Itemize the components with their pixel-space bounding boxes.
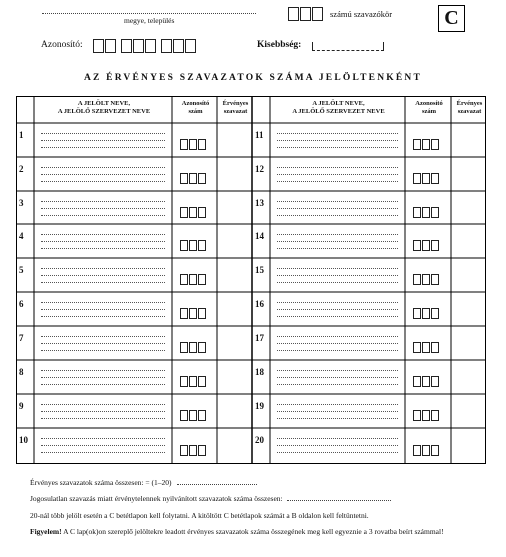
candidate-id-boxes[interactable] — [180, 203, 207, 221]
candidate-id-boxes[interactable] — [413, 406, 440, 424]
name-dotted-line[interactable] — [277, 438, 398, 439]
candidate-id-boxes[interactable] — [180, 304, 207, 322]
valid-votes-cell[interactable] — [219, 159, 252, 191]
name-dotted-line[interactable] — [277, 302, 398, 303]
name-dotted-line[interactable] — [41, 404, 165, 405]
row-number: 12 — [255, 164, 264, 174]
name-dotted-line[interactable] — [277, 370, 398, 371]
col-header-id-right: Azonosító szám — [415, 100, 443, 115]
name-dotted-line[interactable] — [277, 309, 398, 310]
name-dotted-line[interactable] — [277, 181, 398, 182]
settlement-dotted-line[interactable] — [42, 9, 256, 14]
valid-votes-cell[interactable] — [219, 294, 252, 326]
row-number: 1 — [19, 130, 24, 140]
id-label: Azonosító: — [41, 40, 83, 50]
name-dotted-line[interactable] — [277, 140, 398, 141]
continue-note: 20-nál több jelölt esetén a C betétlapon kell folytatni. A kitöltött C betétlapok számát a B oldalon kell feltüntetni. — [30, 511, 369, 520]
name-dotted-line[interactable] — [277, 215, 398, 216]
name-dotted-line[interactable] — [277, 174, 398, 175]
name-dotted-line[interactable] — [41, 181, 165, 182]
name-dotted-line[interactable] — [41, 452, 165, 453]
name-dotted-line[interactable] — [41, 302, 165, 303]
row-number: 11 — [255, 130, 264, 140]
candidate-id-boxes[interactable] — [413, 270, 440, 288]
candidate-id-boxes[interactable] — [413, 169, 440, 187]
candidate-id-boxes[interactable] — [180, 270, 207, 288]
valid-votes-cell[interactable] — [219, 430, 252, 464]
name-dotted-line[interactable] — [41, 167, 165, 168]
candidate-id-boxes[interactable] — [413, 441, 440, 459]
row-number: 13 — [255, 198, 264, 208]
valid-votes-cell[interactable] — [219, 328, 252, 360]
row-number: 18 — [255, 367, 264, 377]
name-dotted-line[interactable] — [277, 268, 398, 269]
col-header-id-left: Azonosító szám — [181, 100, 210, 115]
name-dotted-line[interactable] — [277, 377, 398, 378]
row-number: 16 — [255, 299, 264, 309]
row-number: 6 — [19, 299, 24, 309]
name-dotted-line[interactable] — [277, 384, 398, 385]
col-header-name-right: A JELÖLT NEVE, A JELÖLŐ SZERVEZET NEVE — [292, 100, 385, 115]
row-number: 3 — [19, 198, 24, 208]
name-dotted-line[interactable] — [277, 445, 398, 446]
name-dotted-line[interactable] — [277, 404, 398, 405]
name-dotted-line[interactable] — [41, 147, 165, 148]
valid-votes-cell[interactable] — [453, 159, 486, 191]
name-dotted-line[interactable] — [277, 201, 398, 202]
candidate-id-boxes[interactable] — [413, 338, 440, 356]
row-number: 20 — [255, 435, 264, 445]
candidates-table — [16, 96, 486, 464]
valid-votes-cell[interactable] — [453, 294, 486, 326]
name-dotted-line[interactable] — [41, 215, 165, 216]
name-dotted-line[interactable] — [41, 418, 165, 419]
name-dotted-line[interactable] — [277, 418, 398, 419]
name-dotted-line[interactable] — [41, 350, 165, 351]
name-dotted-line[interactable] — [277, 336, 398, 337]
name-dotted-line[interactable] — [277, 350, 398, 351]
name-dotted-line[interactable] — [277, 316, 398, 317]
name-dotted-line[interactable] — [41, 174, 165, 175]
valid-votes-cell[interactable] — [219, 193, 252, 224]
name-dotted-line[interactable] — [277, 452, 398, 453]
district-number-boxes[interactable] — [288, 5, 324, 23]
valid-votes-cell[interactable] — [453, 396, 486, 428]
row-number: 5 — [19, 265, 24, 275]
name-dotted-line[interactable] — [277, 248, 398, 249]
valid-votes-cell[interactable] — [453, 226, 486, 258]
name-dotted-line[interactable] — [41, 275, 165, 276]
name-dotted-line[interactable] — [277, 241, 398, 242]
name-dotted-line[interactable] — [41, 445, 165, 446]
valid-votes-cell[interactable] — [453, 362, 486, 394]
candidate-id-boxes[interactable] — [413, 135, 440, 153]
valid-votes-cell[interactable] — [453, 328, 486, 360]
row-number: 14 — [255, 231, 264, 241]
form-letter: C — [444, 7, 459, 29]
candidate-id-boxes[interactable] — [413, 304, 440, 322]
candidate-id-boxes[interactable] — [180, 406, 207, 424]
name-dotted-line[interactable] — [41, 282, 165, 283]
row-number: 2 — [19, 164, 24, 174]
page-title: AZ ÉRVÉNYES SZAVAZATOK SZÁMA JELÖLTENKÉNT — [83, 73, 422, 83]
candidate-id-boxes[interactable] — [180, 169, 207, 187]
invalid-votes-line[interactable]: Jogosulatlan szavazás miatt érvénytelennek nyilvánított szavazatok száma összesen: — [30, 494, 391, 503]
valid-votes-cell[interactable] — [219, 226, 252, 258]
name-dotted-line[interactable] — [277, 167, 398, 168]
col-header-valid-right: Érvényes szavazat — [456, 100, 483, 115]
total-valid-line[interactable]: Érvényes szavazatok száma összesen: = (1–20) — [30, 478, 257, 487]
name-dotted-line[interactable] — [41, 384, 165, 385]
name-dotted-line[interactable] — [41, 140, 165, 141]
name-dotted-line[interactable] — [277, 208, 398, 209]
name-dotted-line[interactable] — [41, 438, 165, 439]
valid-votes-cell[interactable] — [219, 125, 252, 157]
district-label: számú szavazókör — [330, 9, 393, 19]
name-dotted-line[interactable] — [277, 234, 398, 235]
candidate-id-boxes[interactable] — [180, 135, 207, 153]
warning-note: Figyelem! A C lap(ok)on szereplő jelöltekre leadott érvényes szavazatok száma összegének meg kell egyeznie a 3 rovatba beírt számmal! — [30, 527, 444, 536]
row-number: 7 — [19, 333, 24, 343]
candidate-id-boxes[interactable] — [413, 236, 440, 254]
valid-votes-cell[interactable] — [219, 396, 252, 428]
valid-votes-cell[interactable] — [453, 125, 486, 157]
name-dotted-line[interactable] — [277, 282, 398, 283]
candidate-id-boxes[interactable] — [180, 372, 207, 390]
row-number: 10 — [19, 435, 28, 445]
name-dotted-line[interactable] — [41, 343, 165, 344]
name-dotted-line[interactable] — [41, 248, 165, 249]
name-dotted-line[interactable] — [41, 370, 165, 371]
row-number: 4 — [19, 231, 24, 241]
name-dotted-line[interactable] — [41, 309, 165, 310]
form-letter-badge — [438, 5, 465, 32]
candidate-id-boxes[interactable] — [180, 236, 207, 254]
valid-votes-cell[interactable] — [219, 362, 252, 394]
col-header-valid-left: Érvényes szavazat — [222, 100, 249, 115]
col-header-name-left: A JELÖLT NEVE, A JELÖLŐ SZERVEZET NEVE — [57, 100, 151, 115]
row-number: 9 — [19, 401, 24, 411]
candidate-id-boxes[interactable] — [180, 441, 207, 459]
minority-field[interactable] — [312, 42, 384, 51]
name-dotted-line[interactable] — [277, 147, 398, 148]
id-boxes[interactable] — [93, 37, 197, 55]
name-dotted-line[interactable] — [277, 343, 398, 344]
row-number: 19 — [255, 401, 264, 411]
name-dotted-line[interactable] — [41, 208, 165, 209]
candidate-id-boxes[interactable] — [180, 338, 207, 356]
name-dotted-line[interactable] — [277, 411, 398, 412]
name-dotted-line[interactable] — [41, 316, 165, 317]
candidate-id-boxes[interactable] — [413, 372, 440, 390]
valid-votes-cell[interactable] — [453, 430, 486, 464]
valid-votes-cell[interactable] — [453, 193, 486, 224]
valid-votes-cell[interactable] — [219, 260, 252, 292]
row-number: 15 — [255, 265, 264, 275]
name-dotted-line[interactable] — [41, 133, 165, 134]
name-dotted-line[interactable] — [41, 411, 165, 412]
name-dotted-line[interactable] — [41, 336, 165, 337]
minority-label: Kisebbség: — [257, 40, 302, 50]
settlement-label: megye, település — [124, 16, 175, 25]
row-number: 17 — [255, 333, 264, 343]
name-dotted-line[interactable] — [41, 201, 165, 202]
name-dotted-line[interactable] — [277, 275, 398, 276]
name-dotted-line[interactable] — [277, 133, 398, 134]
valid-votes-cell[interactable] — [453, 260, 486, 292]
name-dotted-line[interactable] — [41, 268, 165, 269]
row-number: 8 — [19, 367, 24, 377]
name-dotted-line[interactable] — [41, 377, 165, 378]
name-dotted-line[interactable] — [41, 234, 165, 235]
name-dotted-line[interactable] — [41, 241, 165, 242]
candidate-id-boxes[interactable] — [413, 203, 440, 221]
